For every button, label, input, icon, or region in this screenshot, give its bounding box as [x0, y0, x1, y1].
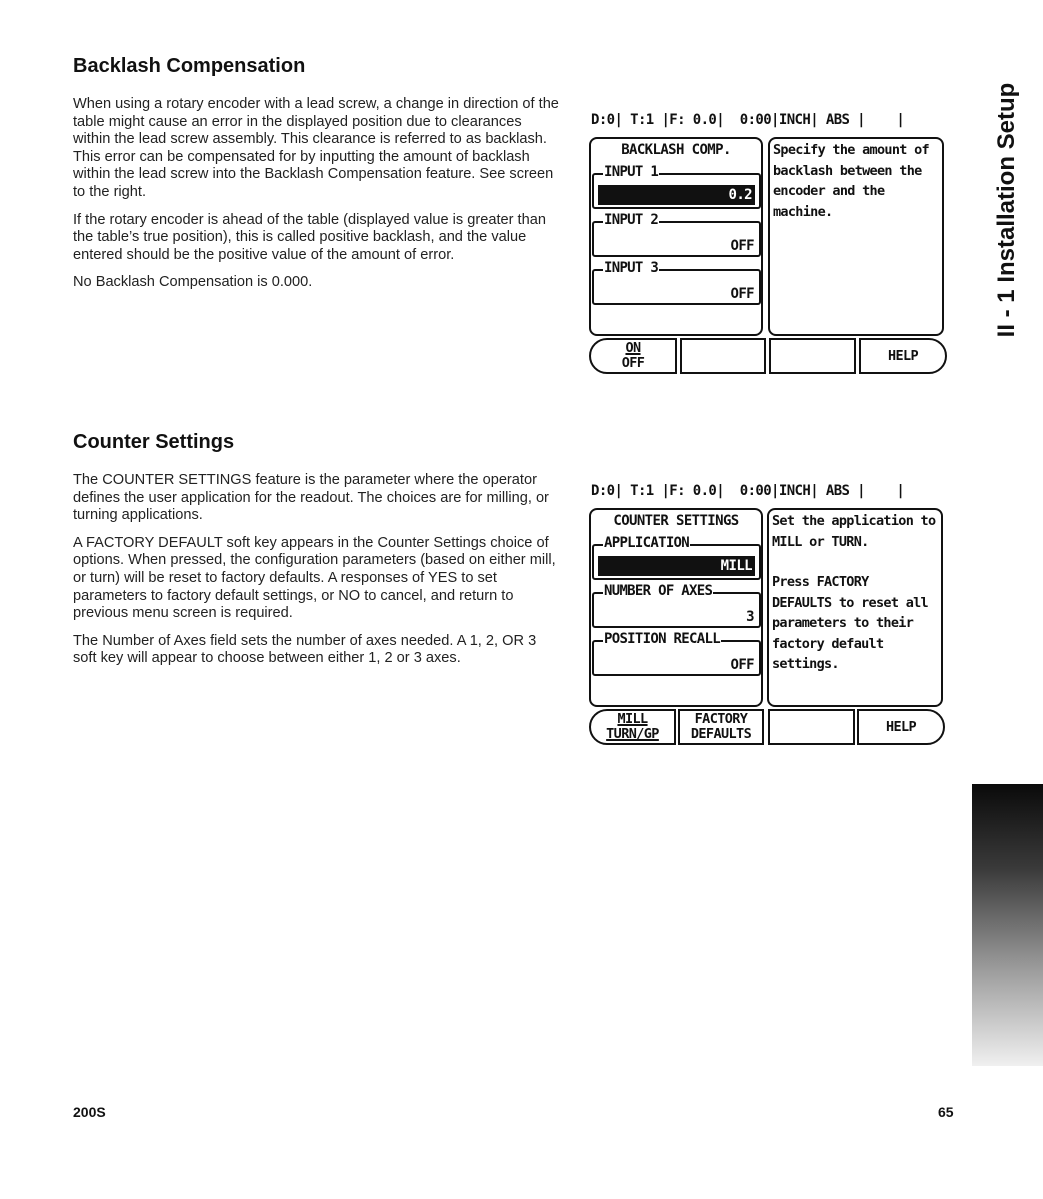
- number-of-axes-field[interactable]: [592, 583, 761, 628]
- field-label: INPUT 3: [604, 260, 659, 276]
- help-line: Press FACTORY: [772, 574, 869, 590]
- paragraph: If the rotary encoder is ahead of the table (displayed value is greater than the table’s true position), this is called positive backlash, and the value entered should be the positive value of the amount of error.: [73, 211, 546, 263]
- section-body-counter-settings: [73, 472, 561, 678]
- softkey-bar: [589, 338, 947, 374]
- help-line: parameters to their: [772, 615, 914, 631]
- section-title-counter-settings: Counter Settings: [73, 431, 235, 453]
- help-panel: [767, 508, 943, 707]
- help-line: [772, 552, 938, 572]
- dro-screen-backlash: [589, 112, 947, 376]
- footer-model: 200S: [73, 1104, 106, 1120]
- panel-title: BACKLASH COMP.: [621, 142, 731, 158]
- help-line: MILL or TURN.: [772, 533, 869, 550]
- position-recall-field[interactable]: [592, 631, 761, 676]
- on-off-softkey[interactable]: [589, 338, 677, 374]
- softkey-line: MILL: [617, 711, 648, 727]
- status-bar: D:0| T:1 |F: 0.0| 0:00|INCH| ABS | |: [591, 112, 905, 128]
- softkey-line: HELP: [887, 347, 919, 364]
- blank-softkey[interactable]: [769, 338, 856, 374]
- input-2-field[interactable]: [592, 212, 761, 257]
- blank-softkey[interactable]: [680, 338, 766, 374]
- softkey-bar: [589, 709, 947, 745]
- status-bar: D:0| T:1 |F: 0.0| 0:00|INCH| ABS | |: [591, 483, 905, 499]
- section-body-backlash: [73, 96, 561, 302]
- field-value: OFF: [730, 286, 754, 302]
- help-line: factory default: [772, 635, 884, 652]
- panel-title: COUNTER SETTINGS: [613, 513, 739, 529]
- chapter-side-tab: [978, 52, 1036, 368]
- paragraph: The Number of Axes field sets the number of axes needed. A 1, 2, OR 3 soft key will appear to choose between either 1, 2 or 3 axes.: [73, 632, 537, 667]
- softkey-line: ON: [625, 340, 641, 356]
- help-softkey[interactable]: [859, 338, 947, 374]
- help-line: encoder and the: [773, 183, 885, 199]
- paragraph: No Backlash Compensation is 0.000.: [73, 274, 313, 291]
- paragraph: A FACTORY DEFAULT soft key appears in the Counter Settings choice of options. When pressed, the configuration parameters (based on either mill, or turn) will be reset to factory defaults. A responses of YES to set parameters to factory default settings, or NO to cancel, and return to previous menu screen is required.: [73, 534, 556, 622]
- softkey-line: HELP: [885, 718, 917, 735]
- help-line: DEFAULTS to reset all: [772, 594, 928, 611]
- chapter-thumb-tab: [972, 784, 1043, 1066]
- application-field[interactable]: [592, 535, 761, 580]
- softkey-line: FACTORY: [694, 711, 748, 727]
- help-line: Set the application to: [772, 513, 936, 529]
- field-value-selected: 0.2: [598, 185, 755, 205]
- dro-screen-counter-settings: [589, 483, 947, 747]
- section-title-backlash: Backlash Compensation: [73, 55, 306, 77]
- help-softkey[interactable]: [857, 709, 945, 745]
- softkey-line: TURN/GP: [606, 726, 659, 742]
- paragraph: When using a rotary encoder with a lead screw, a change in direction of the table might cause an error in the displayed position due to clearances within the lead screw assembly. This clearance is referred to as backlash. This error can be compensated for by inputting the amount of backlash within the lead screw into the Backlash Compensation feature. See screen to the right.: [73, 96, 559, 200]
- help-line: settings.: [772, 656, 839, 672]
- input-3-field[interactable]: [592, 260, 761, 305]
- help-line: backlash between the: [773, 162, 922, 179]
- footer-page-number: 65: [938, 1104, 954, 1120]
- field-label: APPLICATION: [604, 535, 690, 551]
- field-value: OFF: [730, 238, 754, 254]
- mill-turn-softkey[interactable]: [589, 709, 676, 745]
- softkey-line: OFF: [621, 355, 645, 371]
- settings-panel: [589, 508, 763, 707]
- blank-softkey[interactable]: [768, 709, 855, 745]
- field-value: OFF: [730, 657, 754, 673]
- settings-panel: [589, 137, 763, 336]
- chapter-label: II - 1 Installation Setup: [993, 82, 1020, 338]
- input-1-field[interactable]: [592, 164, 761, 209]
- field-label: INPUT 1: [604, 164, 659, 180]
- help-line: machine.: [773, 203, 833, 220]
- field-label: POSITION RECALL: [604, 631, 720, 647]
- field-value: 3: [746, 609, 754, 625]
- softkey-line: DEFAULTS: [690, 726, 752, 742]
- help-line: Specify the amount of: [773, 142, 929, 158]
- field-value-selected: MILL: [598, 556, 755, 576]
- help-panel: [768, 137, 944, 336]
- paragraph: The COUNTER SETTINGS feature is the parameter where the operator defines the user application for the readout. The choices are for milling, or turning applications.: [73, 472, 549, 524]
- factory-defaults-softkey[interactable]: [678, 709, 764, 745]
- field-label: NUMBER OF AXES: [604, 583, 713, 599]
- field-label: INPUT 2: [604, 212, 659, 228]
